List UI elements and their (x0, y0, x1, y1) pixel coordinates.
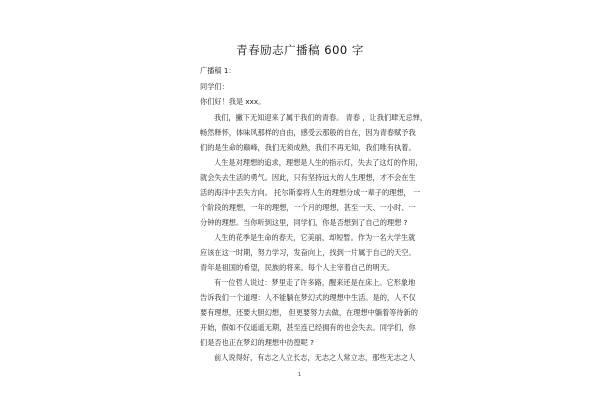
greeting-line: 同学们： (200, 82, 229, 91)
body-line: 告诉我们一个道理：人不能躺在梦幻式的理想中生活。是的，人不仅 (200, 293, 416, 302)
body-line: 要有理想，还要大胆幻想， 但更要努力去做，在理想中躺着等待新的 (200, 308, 418, 317)
body-line: 前人说得好，有志之人立长志，无志之人常立志，那些无志之人 (214, 353, 416, 362)
document-title: 青春励志广播稿 600 字 (236, 43, 364, 57)
intro-line: 你们好！我是 xxx。 (200, 97, 266, 106)
body-line: 开始，假如不仅遥遥无期，甚至连已经拥有的也会失去。同学们，你 (200, 323, 416, 332)
body-line: 我们，撇下无知迎来了属于我们的青春。 青春 ，让我们肆无忌惮， (214, 113, 428, 122)
body-line: 应该在这一时期，努力学习，发奋向上，找到一片属于自己的天空。 (200, 248, 416, 257)
body-line: 分钟的理想。当你听到这里，同学们，你是否想到了自己的理想 ? (200, 218, 408, 227)
body-line: 人生是对理想的追求，理想是人生的指示灯，失去了这灯的作用， (214, 158, 423, 167)
body-line: 们是否也正在梦幻的理想中彷徨呢 ? (200, 338, 314, 347)
page-number: 1 (298, 372, 302, 378)
body-line: 个阶段的理想，一年的理想，一个月的理想，甚至一天、一小时、一 (200, 203, 416, 212)
body-line: 活的海洋中丢失方向。 托尔斯泰将人生的理想分成一辈子的理想， 一 (200, 188, 421, 197)
body-line: 青年是祖国的希望，民族的将来。每个人主宰着自己的明天。 (200, 263, 395, 272)
broadcast-heading: 广播稿 1： (200, 66, 236, 75)
body-line: 人生的花季是生命的春天，它美丽，却短暂。作为一名大学生就 (214, 233, 416, 242)
body-line: 们的是生命的巅峰，我们无须成熟，我们不再无知，我们唯有执着。 (200, 143, 416, 152)
body-line: 有一位哲人说过：梦里走了许多路，醒来还是在床上。它形象地 (214, 278, 416, 287)
body-line: 畅然释怀，体味风那样的自由，感受云那般的自在，因为青春赋予我 (200, 128, 416, 137)
body-line: 就会失去生活的勇气。因此，只有坚持远大的人生理想，才不会在生 (200, 173, 416, 182)
